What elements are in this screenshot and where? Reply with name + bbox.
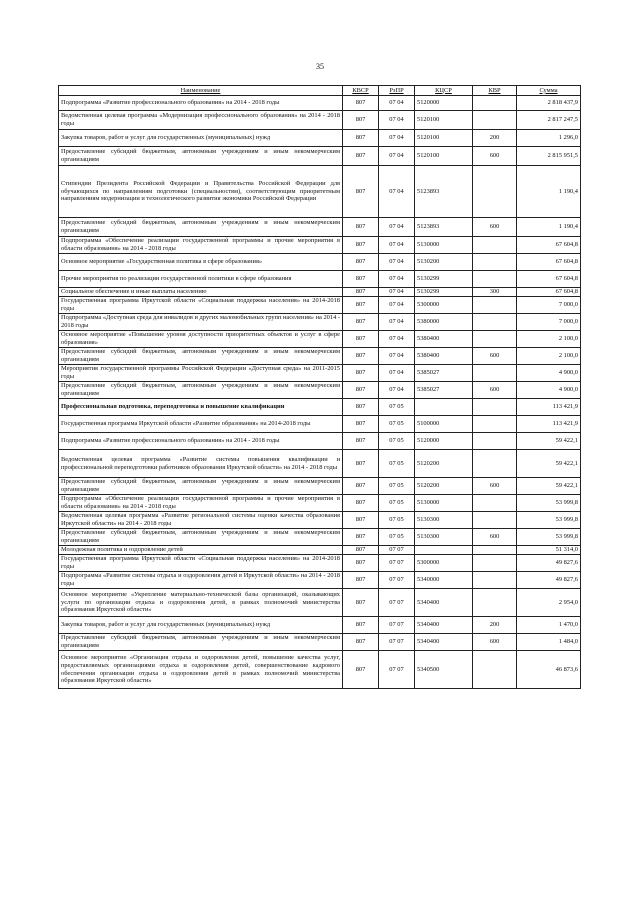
- cell-sum: 49 827,6: [517, 555, 581, 572]
- cell-kvsr: 807: [343, 147, 379, 166]
- cell-rzpr: 07 07: [379, 651, 415, 689]
- cell-rzpr: 07 05: [379, 512, 415, 529]
- cell-kvsr: 807: [343, 348, 379, 365]
- cell-kcsr: 5130000: [415, 237, 473, 254]
- cell-rzpr: 07 07: [379, 617, 415, 634]
- table-row: [59, 314, 581, 331]
- table-row: [59, 495, 581, 512]
- cell-kcsr: 5123893: [415, 166, 473, 218]
- cell-sum: 113 421,9: [517, 416, 581, 433]
- table-row: [59, 237, 581, 254]
- cell-sum: 59 422,1: [517, 450, 581, 478]
- table-row: [59, 589, 581, 617]
- cell-name: Подпрограмма «Обеспечение реализации государственной программы и прочие мероприятия в области образования» на 2014 - 2018 годы: [59, 495, 343, 512]
- cell-kvr: [473, 495, 517, 512]
- cell-kcsr: 5340400: [415, 589, 473, 617]
- cell-kcsr: 5380000: [415, 314, 473, 331]
- cell-kvr: 200: [473, 617, 517, 634]
- cell-rzpr: 07 07: [379, 634, 415, 651]
- cell-kvsr: 807: [343, 555, 379, 572]
- cell-rzpr: 07 05: [379, 416, 415, 433]
- cell-kcsr: [415, 399, 473, 416]
- table-row: [59, 478, 581, 495]
- cell-kcsr: 5300000: [415, 555, 473, 572]
- budget-table: [58, 85, 581, 689]
- cell-kvsr: 807: [343, 254, 379, 271]
- cell-name: Государственная программа Иркутской области «Социальная поддержка населения» на 2014-2018 годы: [59, 297, 343, 314]
- cell-rzpr: 07 04: [379, 147, 415, 166]
- table-row: [59, 254, 581, 271]
- cell-kvsr: 807: [343, 651, 379, 689]
- cell-kcsr: 5120000: [415, 96, 473, 111]
- cell-name: Основное мероприятие «Укрепление материально-технической базы организаций, оказывающих услуги по организации отдыха и оздоровления детей, в рамках полномочий министерства образования Иркутской области»: [59, 589, 343, 617]
- cell-rzpr: 07 05: [379, 450, 415, 478]
- cell-name: Профессиональная подготовка, переподготовка и повышение квалификации: [59, 399, 343, 416]
- cell-rzpr: 07 05: [379, 399, 415, 416]
- cell-sum: 67 604,8: [517, 288, 581, 297]
- cell-kcsr: 5380400: [415, 348, 473, 365]
- cell-kvr: [473, 572, 517, 589]
- cell-name: Предоставление субсидий бюджетным, автономным учреждениям и иным некоммерческим организациям: [59, 529, 343, 546]
- cell-kvr: [473, 416, 517, 433]
- table-row: [59, 416, 581, 433]
- cell-name: Мероприятия государственной программы Российской Федерации «Доступная среда» на 2011-2015 годы: [59, 365, 343, 382]
- cell-sum: 1 296,0: [517, 130, 581, 147]
- cell-kcsr: 5385027: [415, 382, 473, 399]
- cell-kvsr: 807: [343, 529, 379, 546]
- cell-rzpr: 07 05: [379, 529, 415, 546]
- cell-rzpr: 07 04: [379, 130, 415, 147]
- cell-kcsr: 5340500: [415, 651, 473, 689]
- cell-kcsr: 5385027: [415, 365, 473, 382]
- cell-sum: 53 999,8: [517, 512, 581, 529]
- cell-kvsr: 807: [343, 166, 379, 218]
- cell-name: Подпрограмма «Доступная среда для инвалидов и других маломобильных групп населения» на 2014 - 2018 годы: [59, 314, 343, 331]
- cell-sum: 1 470,0: [517, 617, 581, 634]
- cell-sum: 67 604,8: [517, 271, 581, 288]
- cell-name: Предоставление субсидий бюджетным, автономным учреждениям и иным некоммерческим организациям: [59, 382, 343, 399]
- cell-kvr: [473, 297, 517, 314]
- cell-rzpr: 07 07: [379, 555, 415, 572]
- cell-kvsr: 807: [343, 365, 379, 382]
- cell-kvr: [473, 512, 517, 529]
- cell-kvr: [473, 589, 517, 617]
- cell-sum: 53 999,8: [517, 529, 581, 546]
- cell-kcsr: 5130000: [415, 495, 473, 512]
- cell-rzpr: 07 04: [379, 254, 415, 271]
- cell-rzpr: 07 04: [379, 218, 415, 237]
- cell-kcsr: 5340400: [415, 634, 473, 651]
- cell-kvr: 600: [473, 634, 517, 651]
- cell-kvsr: 807: [343, 382, 379, 399]
- cell-name: Предоставление субсидий бюджетным, автономным учреждениям и иным некоммерческим организациям: [59, 478, 343, 495]
- cell-kvsr: 807: [343, 546, 379, 555]
- cell-kvsr: 807: [343, 512, 379, 529]
- cell-sum: 4 900,0: [517, 365, 581, 382]
- cell-kcsr: 5130300: [415, 512, 473, 529]
- header-kvr: КВР: [473, 86, 517, 96]
- table-header-row: [59, 86, 581, 96]
- cell-name: Основное мероприятие «Повышение уровня доступности приоритетных объектов и услуг в сфере образования»: [59, 331, 343, 348]
- cell-sum: 59 422,1: [517, 478, 581, 495]
- cell-kvr: 200: [473, 130, 517, 147]
- cell-kvr: 600: [473, 478, 517, 495]
- cell-rzpr: 07 07: [379, 546, 415, 555]
- table-row: [59, 634, 581, 651]
- page-number: 35: [316, 62, 324, 71]
- table-row: [59, 617, 581, 634]
- cell-name: Предоставление субсидий бюджетным, автономным учреждениям и иным некоммерческим организациям: [59, 634, 343, 651]
- cell-kcsr: 5380400: [415, 331, 473, 348]
- cell-kvr: [473, 166, 517, 218]
- cell-kvr: 600: [473, 218, 517, 237]
- cell-kvsr: 807: [343, 271, 379, 288]
- cell-kvsr: 807: [343, 450, 379, 478]
- table-body: [59, 96, 581, 689]
- cell-kvr: [473, 555, 517, 572]
- cell-kvr: [473, 546, 517, 555]
- cell-sum: 113 421,9: [517, 399, 581, 416]
- cell-sum: 1 484,0: [517, 634, 581, 651]
- cell-rzpr: 07 05: [379, 495, 415, 512]
- table-row: [59, 382, 581, 399]
- cell-rzpr: 07 04: [379, 237, 415, 254]
- cell-sum: 49 827,6: [517, 572, 581, 589]
- cell-name: Ведомственная целевая программа «Развитие системы повышения квалификации и профессиональной переподготовки работников образования Иркутской области» на 2014 - 2018 годы: [59, 450, 343, 478]
- cell-name: Предоставление субсидий бюджетным, автономным учреждениям и иным некоммерческим организациям: [59, 218, 343, 237]
- cell-kvr: [473, 331, 517, 348]
- cell-kvr: 300: [473, 288, 517, 297]
- cell-kvsr: 807: [343, 237, 379, 254]
- table-row: [59, 130, 581, 147]
- cell-sum: 7 000,0: [517, 314, 581, 331]
- cell-name: Государственная программа Иркутской области «Развитие образования» на 2014-2018 годы: [59, 416, 343, 433]
- cell-kvsr: 807: [343, 130, 379, 147]
- cell-name: Закупка товаров, работ и услуг для государственных (муниципальных) нужд: [59, 130, 343, 147]
- cell-kcsr: 5120000: [415, 433, 473, 450]
- table-row: [59, 297, 581, 314]
- table-row: [59, 450, 581, 478]
- cell-kvr: [473, 111, 517, 130]
- cell-name: Подпрограмма «Развитие профессионального образования» на 2014 - 2018 годы: [59, 433, 343, 450]
- cell-rzpr: 07 07: [379, 572, 415, 589]
- cell-kvr: [473, 96, 517, 111]
- cell-kvsr: 807: [343, 297, 379, 314]
- cell-kvsr: 807: [343, 617, 379, 634]
- cell-name: Подпрограмма «Развитие профессионального образования» на 2014 - 2018 годы: [59, 96, 343, 111]
- cell-kcsr: 5130299: [415, 288, 473, 297]
- cell-name: Социальное обеспечение и иные выплаты населению: [59, 288, 343, 297]
- cell-kcsr: 5340000: [415, 572, 473, 589]
- cell-kvsr: 807: [343, 399, 379, 416]
- cell-sum: 1 190,4: [517, 218, 581, 237]
- cell-name: Основное мероприятие «Государственная политика в сфере образования»: [59, 254, 343, 271]
- cell-name: Основное мероприятие «Организация отдыха и оздоровления детей, повышение качества услуг, предоставляемых организациями отдыха и оздоровления детей, совершенствование кадрового обеспечения организации отдыха и оздоровления детей в рамках полномочий министерства образования Иркутской области»: [59, 651, 343, 689]
- cell-sum: 2 100,0: [517, 348, 581, 365]
- cell-kvr: [473, 254, 517, 271]
- cell-name: Предоставление субсидий бюджетным, автономным учреждениям и иным некоммерческим организациям: [59, 348, 343, 365]
- table-row: [59, 166, 581, 218]
- cell-kvr: [473, 399, 517, 416]
- cell-name: Предоставление субсидий бюджетным, автономным учреждениям и иным некоммерческим организациям: [59, 147, 343, 166]
- table-row: [59, 399, 581, 416]
- cell-rzpr: 07 04: [379, 96, 415, 111]
- cell-name: Ведомственная целевая программа «Развитие региональной системы оценки качества образования Иркутской области» на 2014 - 2018 годы: [59, 512, 343, 529]
- cell-rzpr: 07 04: [379, 166, 415, 218]
- cell-rzpr: 07 04: [379, 331, 415, 348]
- header-sum: Сумма: [517, 86, 581, 96]
- cell-kcsr: 5120100: [415, 111, 473, 130]
- cell-sum: 2 817 247,5: [517, 111, 581, 130]
- cell-name: Прочие мероприятия по реализации государственной политики в сфере образования: [59, 271, 343, 288]
- cell-kcsr: 5120100: [415, 147, 473, 166]
- cell-kcsr: 5123893: [415, 218, 473, 237]
- table-row: [59, 288, 581, 297]
- cell-kcsr: 5120200: [415, 478, 473, 495]
- cell-kcsr: 5130299: [415, 271, 473, 288]
- cell-kvsr: 807: [343, 96, 379, 111]
- cell-kvr: [473, 450, 517, 478]
- cell-kvsr: 807: [343, 572, 379, 589]
- cell-rzpr: 07 04: [379, 271, 415, 288]
- table-row: [59, 348, 581, 365]
- cell-rzpr: 07 04: [379, 288, 415, 297]
- cell-kvr: 600: [473, 147, 517, 166]
- cell-sum: 1 190,4: [517, 166, 581, 218]
- table-row: [59, 331, 581, 348]
- table-row: [59, 111, 581, 130]
- table-row: [59, 512, 581, 529]
- cell-kvsr: 807: [343, 416, 379, 433]
- cell-sum: 2 100,0: [517, 331, 581, 348]
- cell-sum: 2 818 437,9: [517, 96, 581, 111]
- cell-kvsr: 807: [343, 314, 379, 331]
- cell-kcsr: 5120200: [415, 450, 473, 478]
- cell-kcsr: 5100000: [415, 416, 473, 433]
- cell-rzpr: 07 04: [379, 314, 415, 331]
- cell-rzpr: 07 04: [379, 365, 415, 382]
- cell-rzpr: 07 05: [379, 433, 415, 450]
- header-name: Наименование: [59, 86, 343, 96]
- cell-sum: 53 999,8: [517, 495, 581, 512]
- cell-kvr: 600: [473, 529, 517, 546]
- cell-kvsr: 807: [343, 331, 379, 348]
- cell-kvr: [473, 237, 517, 254]
- cell-kvr: [473, 651, 517, 689]
- cell-rzpr: 07 04: [379, 297, 415, 314]
- cell-kvr: [473, 314, 517, 331]
- table-row: [59, 218, 581, 237]
- cell-kvsr: 807: [343, 218, 379, 237]
- header-kcsr: КЦСР: [415, 86, 473, 96]
- cell-sum: 2 815 951,5: [517, 147, 581, 166]
- cell-sum: 4 900,0: [517, 382, 581, 399]
- table-row: [59, 572, 581, 589]
- cell-rzpr: 07 04: [379, 382, 415, 399]
- table-row: [59, 365, 581, 382]
- cell-kvsr: 807: [343, 111, 379, 130]
- cell-sum: 59 422,1: [517, 433, 581, 450]
- cell-name: Молодежная политика и оздоровление детей: [59, 546, 343, 555]
- cell-name: Подпрограмма «Обеспечение реализации государственной программы и прочие мероприятия в области образования» на 2014 - 2018 годы: [59, 237, 343, 254]
- cell-rzpr: 07 07: [379, 589, 415, 617]
- cell-kvsr: 807: [343, 288, 379, 297]
- table-row: [59, 529, 581, 546]
- cell-kvr: 600: [473, 382, 517, 399]
- cell-kvr: [473, 271, 517, 288]
- header-kvsr: КВСР: [343, 86, 379, 96]
- table-row: [59, 271, 581, 288]
- table-row: [59, 147, 581, 166]
- cell-kcsr: 5130200: [415, 254, 473, 271]
- cell-kvr: [473, 433, 517, 450]
- cell-sum: 67 604,8: [517, 237, 581, 254]
- cell-name: Стипендии Президента Российской Федерации и Правительства Российской Федерации для обучающихся по направлениям подготовки (специальностям), соответствующим приоритетным направлениям модернизации и технологического развития экономики Российской Федерации: [59, 166, 343, 218]
- table-row: [59, 433, 581, 450]
- header-rzpr: РзПР: [379, 86, 415, 96]
- cell-sum: 46 873,6: [517, 651, 581, 689]
- cell-rzpr: 07 05: [379, 478, 415, 495]
- cell-name: Закупка товаров, работ и услуг для государственных (муниципальных) нужд: [59, 617, 343, 634]
- cell-kvr: [473, 365, 517, 382]
- cell-kvsr: 807: [343, 634, 379, 651]
- cell-kcsr: 5130300: [415, 529, 473, 546]
- table-row: [59, 546, 581, 555]
- cell-sum: 67 604,8: [517, 254, 581, 271]
- table-row: [59, 96, 581, 111]
- cell-sum: 7 000,0: [517, 297, 581, 314]
- table-row: [59, 651, 581, 689]
- cell-kvsr: 807: [343, 495, 379, 512]
- cell-kvsr: 807: [343, 478, 379, 495]
- cell-kvr: 600: [473, 348, 517, 365]
- cell-kcsr: [415, 546, 473, 555]
- cell-rzpr: 07 04: [379, 348, 415, 365]
- cell-sum: 51 314,0: [517, 546, 581, 555]
- table-row: [59, 555, 581, 572]
- cell-name: Государственная программа Иркутской области «Социальная поддержка населения» на 2014-2018 годы: [59, 555, 343, 572]
- cell-name: Подпрограмма «Развитие системы отдыха и оздоровления детей в Иркутской области» на 2014 - 2018 годы: [59, 572, 343, 589]
- cell-sum: 2 954,0: [517, 589, 581, 617]
- cell-kcsr: 5300000: [415, 297, 473, 314]
- cell-name: Ведомственная целевая программа «Модернизация профессионального образования» на 2014 - 2018 годы: [59, 111, 343, 130]
- cell-kvsr: 807: [343, 433, 379, 450]
- cell-rzpr: 07 04: [379, 111, 415, 130]
- cell-kcsr: 5120100: [415, 130, 473, 147]
- cell-kvsr: 807: [343, 589, 379, 617]
- cell-kcsr: 5340400: [415, 617, 473, 634]
